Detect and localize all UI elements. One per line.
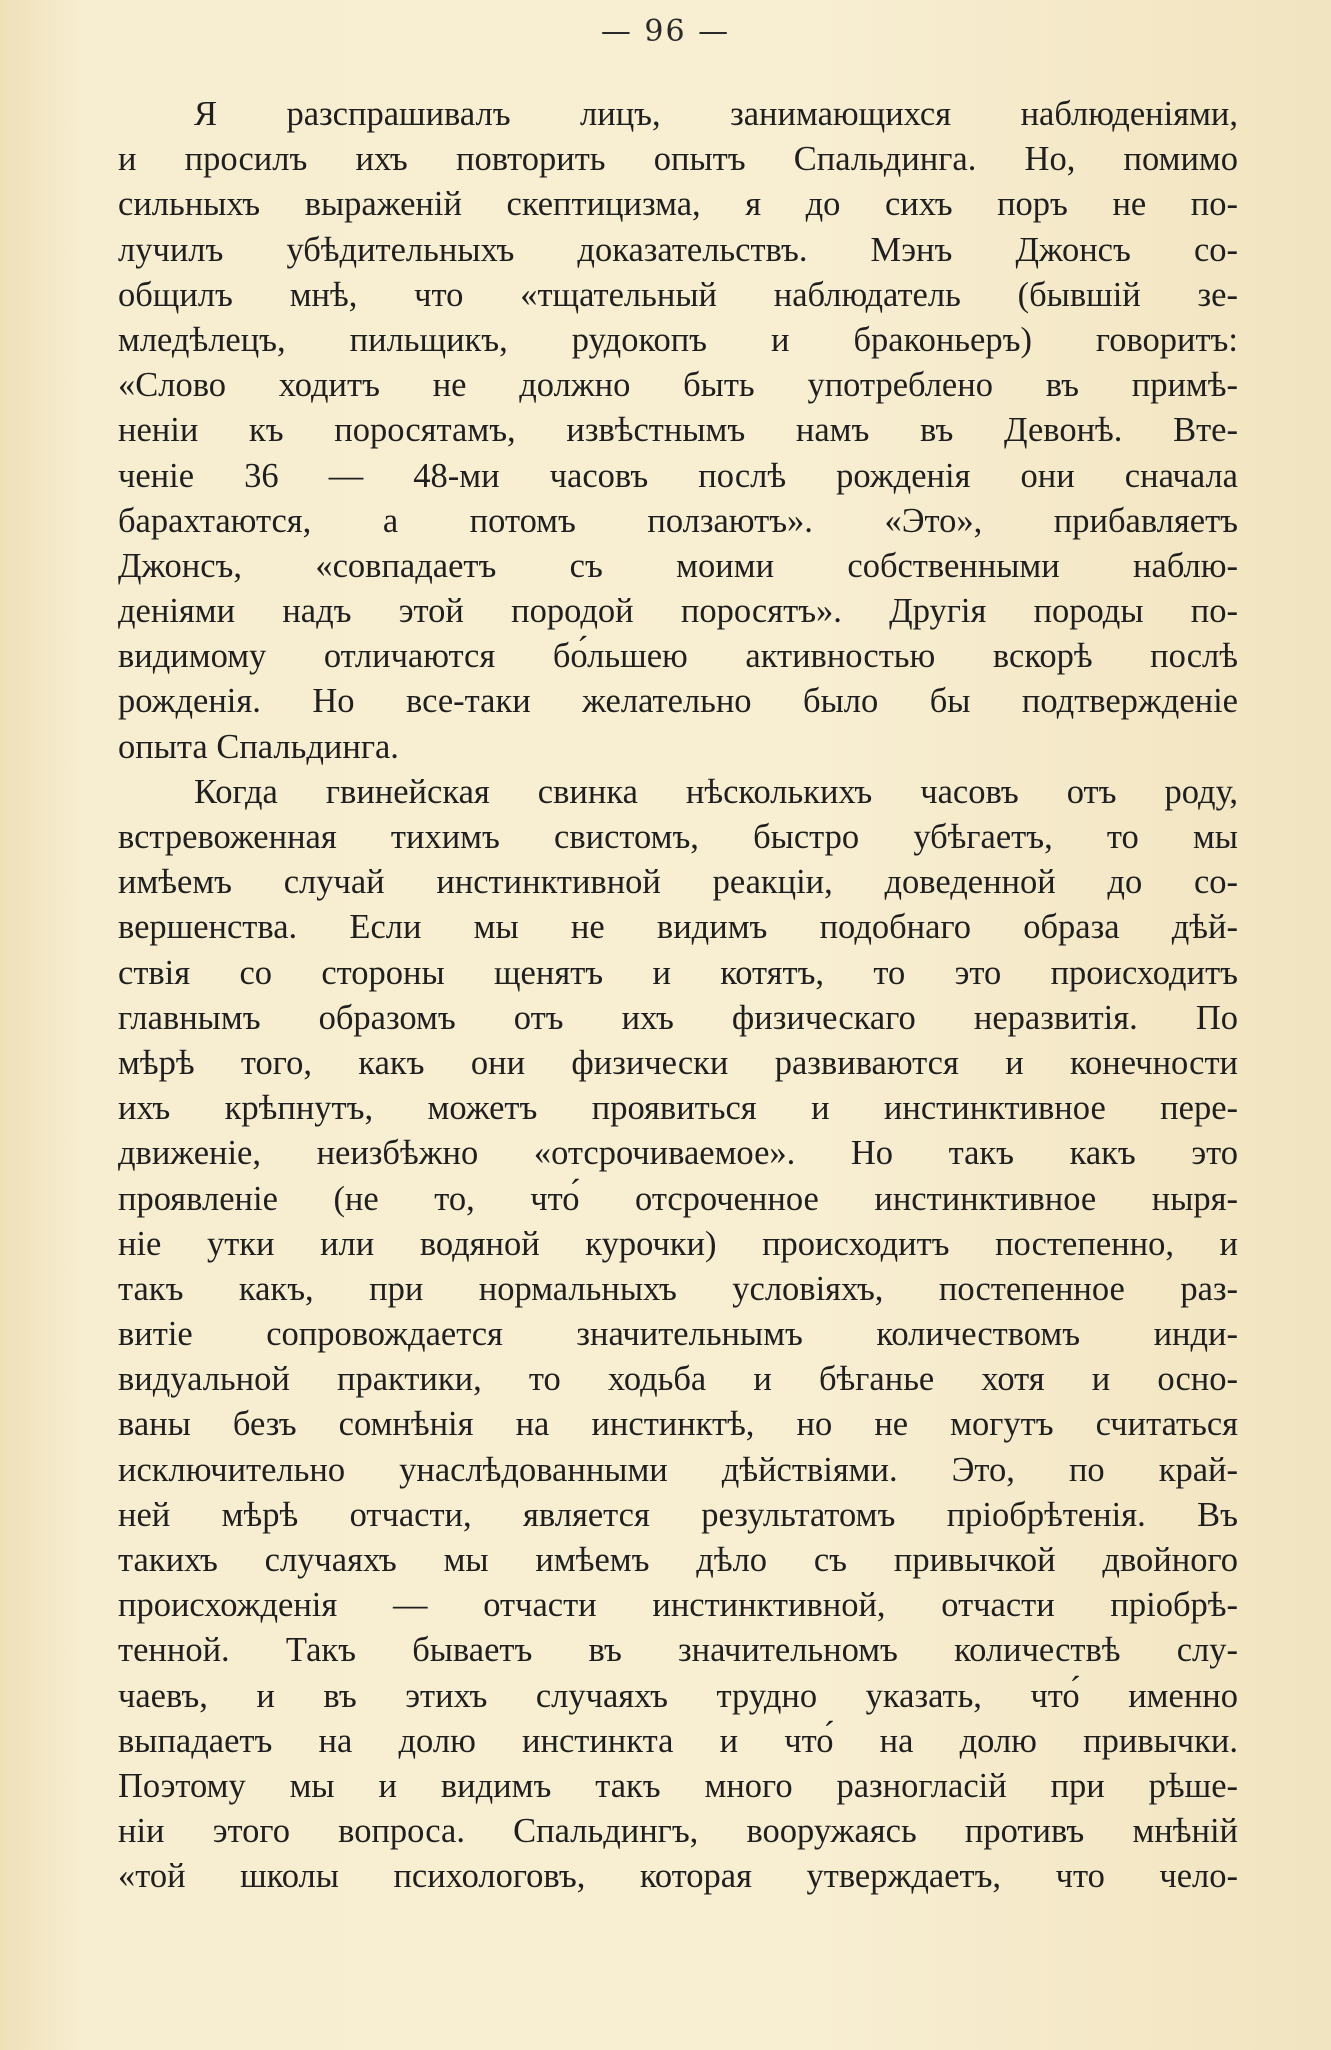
paragraph-1 [118, 92, 1238, 770]
text-line: барахтаются, а потомъ ползаютъ». «Это», прибавляетъ [118, 501, 1238, 540]
text-line: неніи къ поросятамъ, извѣстнымъ намъ въ Девонѣ. Вте- [118, 411, 1238, 450]
text-line: ніи этого вопроса. Спальдингъ, вооружаясь противъ мнѣній [118, 1812, 1238, 1851]
text-line: лучилъ убѣдительныхъ доказательствъ. Мэнъ Джонсъ со- [118, 230, 1238, 269]
text-line: Когда гвинейская свинка нѣсколькихъ часовъ отъ роду, [194, 772, 1238, 811]
text-line: имѣемъ случай инстинктивной реакціи, доведенной до со- [118, 863, 1238, 902]
text-line: ней мѣрѣ отчасти, является результатомъ пріобрѣтенія. Въ [118, 1495, 1238, 1534]
text-line: общилъ мнѣ, что «тщательный наблюдатель (бывшій зе- [118, 275, 1238, 314]
text-line: деніями надъ этой породой поросятъ». Другія породы по- [118, 592, 1238, 631]
text-line: ствія со стороны щенятъ и котятъ, то это происходитъ [118, 953, 1238, 992]
text-line: Джонсъ, «совпадаетъ съ моими собственными наблю- [118, 546, 1238, 585]
text-line: выпадаетъ на долю инстинкта и что́ на долю привычки. [118, 1721, 1238, 1760]
text-line: ніе утки или водяной курочки) происходитъ постепенно, и [118, 1224, 1238, 1263]
text-line: вершенства. Если мы не видимъ подобнаго образа дѣй- [118, 908, 1238, 947]
text-line: тенной. Такъ бываетъ въ значительномъ количествѣ слу- [118, 1631, 1238, 1670]
text-line: такъ какъ, при нормальныхъ условіяхъ, постепенное раз- [118, 1269, 1238, 1308]
text-line: и просилъ ихъ повторить опытъ Спальдинга. Но, помимо [118, 140, 1238, 179]
text-line: движеніе, неизбѣжно «отсрочиваемое». Но такъ какъ это [118, 1134, 1238, 1173]
text-line: рожденія. Но все-таки желательно было бы подтвержденіе [118, 682, 1238, 721]
text-line: видуальной практики, то ходьба и бѣганье хотя и осно- [118, 1360, 1238, 1399]
text-line: исключительно унаслѣдованными дѣйствіями. Это, по край- [118, 1450, 1238, 1489]
text-line: такихъ случаяхъ мы имѣемъ дѣло съ привычкой двойного [118, 1541, 1238, 1579]
text-line: «Слово ходитъ не должно быть употреблено въ примѣ- [118, 366, 1238, 405]
text-line: опыта Спальдинга. [118, 727, 399, 766]
text-line: Я разспрашивалъ лицъ, занимающихся наблюденіями, [194, 95, 1238, 133]
text-line: «той школы психологовъ, которая утверждаетъ, что чело- [118, 1857, 1238, 1896]
text-line: чаевъ, и въ этихъ случаяхъ трудно указать, что́ именно [118, 1676, 1238, 1715]
text-line: происхожденія — отчасти инстинктивной, отчасти пріобрѣ- [118, 1586, 1238, 1625]
page-number: — 96 — [600, 14, 731, 49]
text-line: видимому отличаются бо́льшею активностью вскорѣ послѣ [118, 637, 1238, 676]
paragraph-2 [118, 770, 1238, 1900]
text-line: ваны безъ сомнѣнія на инстинктѣ, но не могутъ считаться [118, 1405, 1238, 1444]
text-line: ихъ крѣпнутъ, можетъ проявиться и инстинктивное пере- [118, 1089, 1238, 1128]
text-line: мѣрѣ того, какъ они физически развиваются и конечности [118, 1043, 1238, 1082]
body-text [118, 92, 1238, 1900]
text-line: мледѣлецъ, пильщикъ, рудокопъ и браконьеръ) говоритъ: [118, 320, 1238, 359]
text-line: сильныхъ выраженій скептицизма, я до сихъ поръ не по- [118, 185, 1238, 224]
text-line: встревоженная тихимъ свистомъ, быстро убѣгаетъ, то мы [118, 818, 1238, 856]
text-line: Поэтому мы и видимъ такъ много разногласій при рѣше- [118, 1766, 1238, 1805]
text-line: главнымъ образомъ отъ ихъ физическаго неразвитія. По [118, 998, 1238, 1037]
text-line: витіе сопровождается значительнымъ количествомъ инди- [118, 1315, 1238, 1354]
text-line: проявленіе (не то, что́ отсроченное инстинктивное ныря- [118, 1179, 1238, 1218]
text-line: ченіе 36 — 48-ми часовъ послѣ рожденія они сначала [118, 456, 1238, 495]
